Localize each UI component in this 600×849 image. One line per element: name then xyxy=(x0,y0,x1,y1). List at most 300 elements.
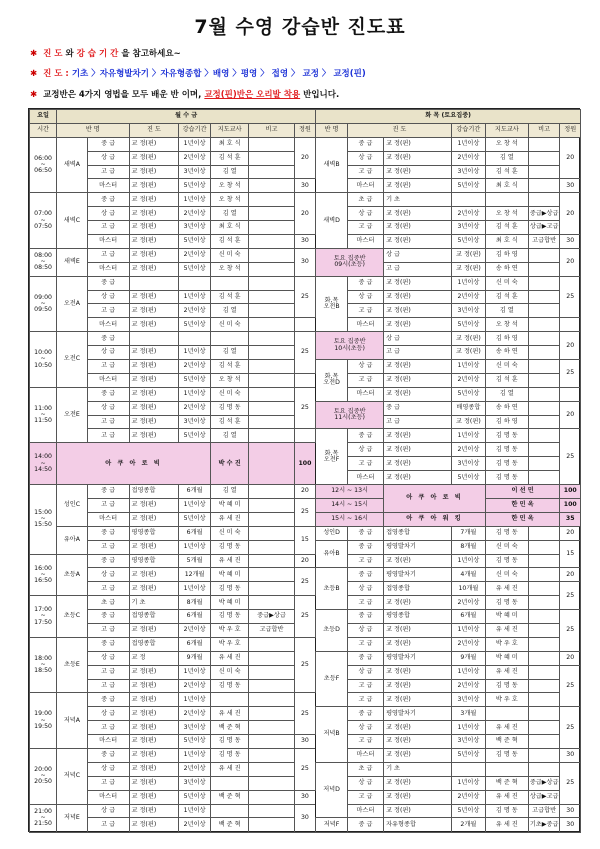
progress: 교 정(핀) xyxy=(129,762,179,776)
progress: 교 정(핀) xyxy=(451,262,485,276)
note xyxy=(528,151,560,165)
note xyxy=(528,679,560,693)
note-progress-steps: 기초 〉자유형발차기 〉자유형종합 〉배영 〉평영 〉 접영 〉 교정 〉 교정(핀) xyxy=(71,69,366,79)
teacher: 백 준 혁 xyxy=(210,721,248,735)
progress: 접영종합 xyxy=(129,610,179,624)
level: 상 급 xyxy=(87,151,129,165)
table-row xyxy=(30,318,581,332)
note xyxy=(528,262,560,276)
note-correction: 교정반은 4가지 영법을 모두 배운 반 이며, xyxy=(43,90,202,100)
note xyxy=(249,360,294,374)
level: 고 급 xyxy=(347,221,383,235)
class-name: 새벽A xyxy=(57,137,88,193)
capacity: 25 xyxy=(560,610,581,652)
period: 3년이상 xyxy=(451,457,485,471)
progress: 교 정(핀) xyxy=(384,179,452,193)
table-row xyxy=(30,276,581,290)
teacher xyxy=(485,707,528,721)
table-row xyxy=(30,387,581,401)
period: 2개월 xyxy=(451,818,485,833)
progress: 교 정(핀) xyxy=(384,735,452,749)
note xyxy=(249,151,294,165)
level: 초 급 xyxy=(347,762,383,776)
period: 1년이상 xyxy=(179,498,211,512)
teacher: 김 명 동 xyxy=(210,735,248,749)
note xyxy=(249,651,294,665)
teacher: 김 하 영 xyxy=(485,248,528,262)
table-row xyxy=(30,248,581,262)
progress: 교 정(핀) xyxy=(129,290,179,304)
capacity: 20 xyxy=(560,193,581,235)
progress: 접영종합 xyxy=(129,485,179,499)
note xyxy=(249,179,294,193)
teacher: 김 명 동 xyxy=(485,748,528,762)
time-slot: 09:00 ~ 09:50 xyxy=(30,276,57,332)
table-row xyxy=(30,443,581,457)
time-label: 시간 xyxy=(30,123,57,137)
time-slot: 14:00 ~ 14:50 xyxy=(30,443,57,485)
progress: 교 정(핀) xyxy=(384,790,452,804)
progress: 평영종합 xyxy=(384,610,452,624)
note: 중급▶상급 xyxy=(528,776,560,790)
progress: 교 정(핀) xyxy=(129,582,179,596)
note xyxy=(249,762,294,776)
note xyxy=(249,721,294,735)
time-slot: 08:00 ~ 08:50 xyxy=(30,248,57,276)
progress: 교 정(핀) xyxy=(384,596,452,610)
progress: 교 정(핀) xyxy=(384,748,452,762)
teacher: 김 석 훈 xyxy=(210,360,248,374)
level: 마스터 xyxy=(347,235,383,249)
teacher: 김 명 동 xyxy=(485,457,528,471)
progress: 교 정 xyxy=(129,651,179,665)
period: 2년이상 xyxy=(179,707,211,721)
class-name: 아 쿠 아 로 빅 xyxy=(57,443,211,485)
progress: 교 정(핀) xyxy=(129,665,179,679)
period: 6개월 xyxy=(179,637,211,651)
level: 중 급 xyxy=(87,526,129,540)
period: 5년이상 xyxy=(179,429,211,443)
table-row xyxy=(30,804,581,818)
level: 마스터 xyxy=(347,804,383,818)
level: 상 급 xyxy=(384,248,452,262)
period: 5년이상 xyxy=(451,179,485,193)
capacity: 30 xyxy=(294,790,316,804)
note xyxy=(249,637,294,651)
capacity xyxy=(294,318,316,332)
teacher xyxy=(485,762,528,776)
progress: 교 정(핀) xyxy=(129,346,179,360)
level: 상 급 xyxy=(87,401,129,415)
period: 1년이상 xyxy=(179,137,211,151)
table-row xyxy=(30,332,581,346)
class-name: 성인D xyxy=(316,526,348,540)
period: 2년이상 xyxy=(451,207,485,221)
note xyxy=(528,318,560,332)
capacity: 30 xyxy=(294,235,316,249)
note xyxy=(528,179,560,193)
level: 중 급 xyxy=(347,651,383,665)
note xyxy=(528,290,560,304)
class-name: 저녁D xyxy=(316,762,348,818)
period: 2년이상 xyxy=(179,401,211,415)
period: 3년이상 xyxy=(179,165,211,179)
progress: 평영발차기 xyxy=(384,707,452,721)
schedule-table xyxy=(28,108,580,832)
level: 초 급 xyxy=(347,193,383,207)
note: 상급▶고급 xyxy=(528,221,560,235)
progress: 배영종합 xyxy=(451,401,485,415)
note xyxy=(249,485,294,499)
level: 상 급 xyxy=(87,762,129,776)
period: 1년이상 xyxy=(451,665,485,679)
note xyxy=(528,457,560,471)
class-name: 토요 집중반 09시(초등) xyxy=(316,248,384,276)
level: 고 급 xyxy=(347,637,383,651)
note xyxy=(249,804,294,818)
note xyxy=(528,193,560,207)
note xyxy=(249,332,294,346)
period xyxy=(179,332,211,346)
time-slot: 06:00 ~ 06:50 xyxy=(30,137,57,193)
class-name: 새벽D xyxy=(316,193,348,249)
class-name: 오전E xyxy=(57,387,88,443)
table-row xyxy=(30,637,581,651)
progress: 평영발차기 xyxy=(384,568,452,582)
table-row xyxy=(30,596,581,610)
note xyxy=(249,665,294,679)
note xyxy=(249,235,294,249)
note xyxy=(528,568,560,582)
period: 2년이상 xyxy=(451,290,485,304)
progress: 교 정(핀) xyxy=(384,665,452,679)
teacher: 박 혜 미 xyxy=(485,651,528,665)
time-slot: 10:00 ~ 10:50 xyxy=(30,332,57,388)
teacher: 유 세 진 xyxy=(210,707,248,721)
level: 고 급 xyxy=(347,554,383,568)
level: 상 급 xyxy=(87,290,129,304)
progress: 교 정(핀) xyxy=(384,443,452,457)
period: 2년이상 xyxy=(179,248,211,262)
period: 2년이상 xyxy=(179,762,211,776)
progress: 교 정(핀) xyxy=(129,318,179,332)
table-row xyxy=(30,748,581,762)
level: 마스터 xyxy=(347,748,383,762)
capacity: 30 xyxy=(294,735,316,749)
level: 상 급 xyxy=(87,346,129,360)
level: 중 급 xyxy=(347,526,383,540)
level: 고 급 xyxy=(87,360,129,374)
col-period: 강습기간 xyxy=(179,123,211,137)
level: 상 급 xyxy=(347,776,383,790)
level: 고 급 xyxy=(347,457,383,471)
teacher: 박 혜 미 xyxy=(210,596,248,610)
level: 상 급 xyxy=(384,332,452,346)
progress: 교 정(핀) xyxy=(129,721,179,735)
period: 1년이상 xyxy=(179,290,211,304)
level: 중 급 xyxy=(87,276,129,290)
period: 2년이상 xyxy=(179,207,211,221)
teacher: 박 혜 미 xyxy=(210,568,248,582)
level: 상 급 xyxy=(87,804,129,818)
level: 상 급 xyxy=(347,443,383,457)
note: 상급▶고급 xyxy=(528,790,560,804)
progress: 교 정(핀) xyxy=(384,637,452,651)
col-progress: 진 도 xyxy=(347,123,451,137)
level: 중 급 xyxy=(384,401,452,415)
level: 중 급 xyxy=(87,193,129,207)
teacher: 김 명 동 xyxy=(485,443,528,457)
teacher: 신 미 숙 xyxy=(485,276,528,290)
capacity: 20 xyxy=(560,137,581,179)
note-refer: 을 참고하세요~ xyxy=(121,49,181,59)
capacity: 25 xyxy=(294,568,316,596)
level: 초 급 xyxy=(87,596,129,610)
progress: 교 정(핀) xyxy=(451,248,485,262)
class-name: 오전A xyxy=(57,276,88,332)
period: 1년이상 xyxy=(451,360,485,374)
note: 고급합반 xyxy=(528,235,560,249)
period: 3년이상 xyxy=(179,221,211,235)
level: 고 급 xyxy=(87,248,129,262)
level: 고 급 xyxy=(87,665,129,679)
note: 중급▶상급 xyxy=(528,207,560,221)
period: 8개월 xyxy=(179,596,211,610)
progress: 교 정(핀) xyxy=(129,207,179,221)
capacity: 100 xyxy=(560,485,581,499)
level: 고 급 xyxy=(347,735,383,749)
note xyxy=(528,665,560,679)
level: 중 급 xyxy=(87,610,129,624)
progress: 교 정(핀) xyxy=(384,137,452,151)
table-row xyxy=(30,568,581,582)
period: 1년이상 xyxy=(451,623,485,637)
capacity: 30 xyxy=(294,248,316,276)
progress xyxy=(129,332,179,346)
period: 3년이상 xyxy=(179,721,211,735)
teacher: 김 명 동 xyxy=(485,804,528,818)
table-row xyxy=(30,485,581,499)
capacity: 20 xyxy=(560,526,581,540)
teacher: 박 수 진 xyxy=(210,443,248,485)
level: 중 급 xyxy=(87,137,129,151)
note xyxy=(249,790,294,804)
progress: 교 정(핀) xyxy=(129,776,179,790)
progress: 교 정(핀) xyxy=(129,304,179,318)
progress: 교 정(핀) xyxy=(129,193,179,207)
teacher xyxy=(210,804,248,818)
progress: 교 정(핀) xyxy=(129,735,179,749)
teacher: 김 열 xyxy=(485,304,528,318)
progress: 접영종합 xyxy=(384,582,452,596)
period: 6개월 xyxy=(179,526,211,540)
teacher: 김 석 훈 xyxy=(210,151,248,165)
time-slot: 21:00 ~ 21:50 xyxy=(30,804,57,832)
teacher: 유 세 진 xyxy=(210,512,248,526)
teacher: 김 석 훈 xyxy=(485,221,528,235)
progress: 교 정(핀) xyxy=(384,304,452,318)
class-name: 아 쿠 아 워 킹 xyxy=(384,512,486,526)
teacher: 김 열 xyxy=(210,346,248,360)
note xyxy=(249,387,294,401)
capacity: 25 xyxy=(560,762,581,804)
note: 중급▶상급 xyxy=(249,610,294,624)
period: 1년이상 xyxy=(179,665,211,679)
progress: 교 정(핀) xyxy=(129,262,179,276)
teacher: 김 명 동 xyxy=(485,596,528,610)
period: 5년이상 xyxy=(179,318,211,332)
progress: 교 정(핀) xyxy=(129,540,179,554)
note xyxy=(528,748,560,762)
teacher: 한 민 옥 xyxy=(485,512,560,526)
teacher: 신 미 숙 xyxy=(485,540,528,554)
col-teacher: 지도교사 xyxy=(210,123,248,137)
period: 2년이상 xyxy=(451,637,485,651)
teacher: 박 우 호 xyxy=(210,637,248,651)
level: 마스터 xyxy=(347,471,383,485)
aqua-slot: 15시 ~ 16시 xyxy=(316,512,384,526)
note xyxy=(528,401,560,415)
teacher: 김 열 xyxy=(210,165,248,179)
progress: 교 정(핀) xyxy=(451,332,485,346)
progress: 교 정(핀) xyxy=(384,207,452,221)
capacity: 30 xyxy=(560,179,581,193)
class-name: 오전C xyxy=(57,332,88,388)
period: 1년이상 xyxy=(179,387,211,401)
teacher: 최 호 식 xyxy=(210,137,248,151)
capacity: 25 xyxy=(560,665,581,707)
level: 중 급 xyxy=(87,748,129,762)
period xyxy=(179,276,211,290)
level: 마스터 xyxy=(87,235,129,249)
time-slot: 11:00 ~ 11:50 xyxy=(30,387,57,443)
note xyxy=(249,748,294,762)
period: 10개월 xyxy=(451,582,485,596)
capacity: 25 xyxy=(294,387,316,429)
note-progress-label: 진 도 : xyxy=(43,69,69,79)
time-slot: 07:00 ~ 07:50 xyxy=(30,193,57,249)
capacity xyxy=(560,318,581,332)
period: 1년이상 xyxy=(179,693,211,707)
teacher: 유 세 진 xyxy=(210,651,248,665)
level: 고 급 xyxy=(87,776,129,790)
note xyxy=(249,262,294,276)
note xyxy=(249,693,294,707)
teacher: 오 창 석 xyxy=(210,373,248,387)
progress: 교 정(핀) xyxy=(384,471,452,485)
note xyxy=(249,193,294,207)
note xyxy=(249,318,294,332)
left-day-header: 월 수 금 xyxy=(57,110,316,124)
capacity: 25 xyxy=(294,693,316,735)
note xyxy=(249,526,294,540)
level: 마스터 xyxy=(87,735,129,749)
teacher: 김 명 동 xyxy=(210,748,248,762)
period: 5년이상 xyxy=(451,235,485,249)
period: 8개월 xyxy=(451,540,485,554)
table-row xyxy=(30,790,581,804)
note xyxy=(528,276,560,290)
class-name: 초등F xyxy=(316,651,348,707)
table-row xyxy=(30,735,581,749)
note xyxy=(249,304,294,318)
capacity: 30 xyxy=(560,818,581,833)
teacher: 김 명 동 xyxy=(210,540,248,554)
capacity: 20 xyxy=(294,485,316,499)
note xyxy=(528,637,560,651)
class-name: 초등E xyxy=(57,637,88,693)
period: 3개월 xyxy=(451,707,485,721)
class-name: 새벽B xyxy=(316,137,348,193)
teacher: 유 세 진 xyxy=(485,582,528,596)
class-name: 화,목 오전F xyxy=(316,429,348,485)
progress xyxy=(129,276,179,290)
capacity: 25 xyxy=(560,707,581,749)
teacher: 유 세 진 xyxy=(210,762,248,776)
teacher: 오 창 석 xyxy=(485,207,528,221)
progress: 교 정(핀) xyxy=(129,748,179,762)
level: 마스터 xyxy=(87,262,129,276)
period: 3년이상 xyxy=(451,221,485,235)
teacher: 오 창 석 xyxy=(210,262,248,276)
teacher: 신 미 숙 xyxy=(210,318,248,332)
right-day-header: 화 목 (토요집중) xyxy=(316,110,581,124)
teacher xyxy=(485,193,528,207)
level: 고 급 xyxy=(87,429,129,443)
progress: 교 정(핀) xyxy=(129,360,179,374)
teacher: 김 석 훈 xyxy=(485,290,528,304)
progress: 평영발차기 xyxy=(384,540,452,554)
period: 1년이상 xyxy=(451,554,485,568)
period: 2년이상 xyxy=(179,151,211,165)
note xyxy=(249,735,294,749)
teacher: 유 세 진 xyxy=(210,554,248,568)
teacher: 박 우 호 xyxy=(485,693,528,707)
time-slot: 19:00 ~ 19:50 xyxy=(30,693,57,749)
teacher: 오 창 석 xyxy=(210,193,248,207)
progress: 교 정(핀) xyxy=(129,387,179,401)
level: 고 급 xyxy=(87,540,129,554)
progress: 교 정(핀) xyxy=(451,346,485,360)
table-row xyxy=(30,429,581,443)
note xyxy=(249,512,294,526)
class-name: 유아B xyxy=(316,540,348,568)
period: 1년이상 xyxy=(451,276,485,290)
period: 5년이상 xyxy=(179,179,211,193)
level: 마스터 xyxy=(87,790,129,804)
teacher: 김 석 훈 xyxy=(485,373,528,387)
teacher: 김 열 xyxy=(210,304,248,318)
progress: 자유형종합 xyxy=(384,818,452,833)
teacher: 송 하 연 xyxy=(485,401,528,415)
level: 중 급 xyxy=(347,610,383,624)
note xyxy=(249,415,294,429)
note xyxy=(249,221,294,235)
class-name: 초등C xyxy=(57,596,88,638)
progress: 기 초 xyxy=(384,762,452,776)
progress: 교 정(핀) xyxy=(129,165,179,179)
teacher: 신 미 숙 xyxy=(210,526,248,540)
progress: 교 정(핀) xyxy=(129,179,179,193)
note xyxy=(528,443,560,457)
teacher: 김 명 동 xyxy=(210,679,248,693)
progress: 교 정(핀) xyxy=(384,804,452,818)
teacher: 김 명 동 xyxy=(485,471,528,485)
note xyxy=(528,387,560,401)
level: 마스터 xyxy=(347,179,383,193)
teacher: 오 창 석 xyxy=(210,179,248,193)
aqua-slot: 12시 ~ 13시 xyxy=(316,485,384,499)
